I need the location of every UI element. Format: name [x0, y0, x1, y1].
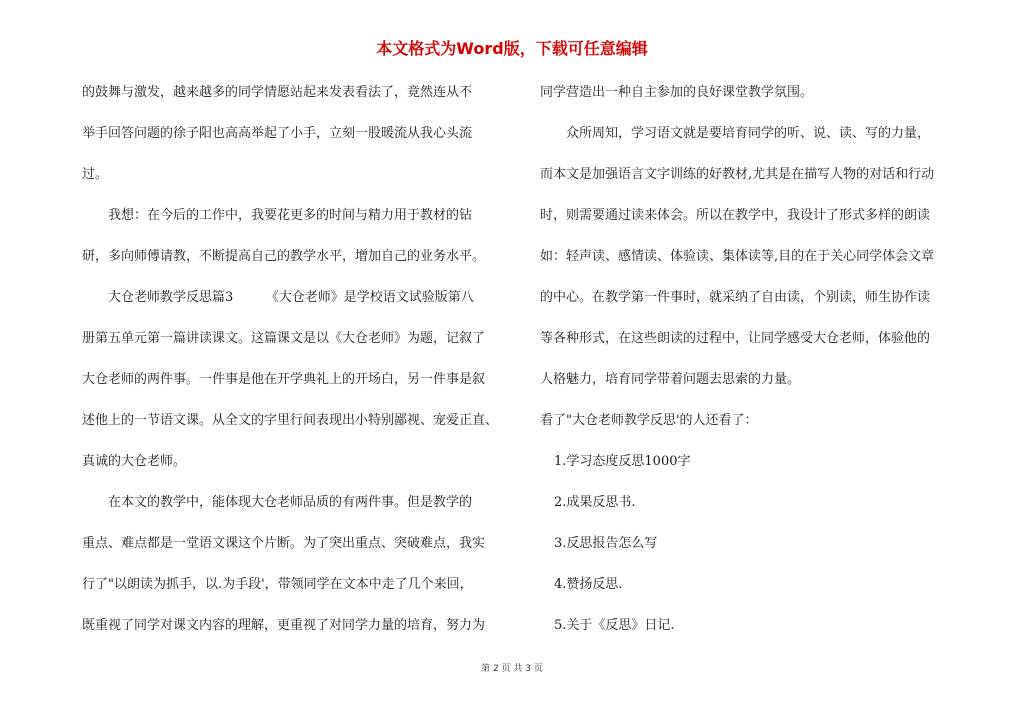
- text-line: 时，则需要通过读来体会。所以在教学中，我设计了形式多样的朗读: [540, 208, 931, 223]
- related-link[interactable]: 5.关于《反思》日记.: [554, 618, 675, 633]
- text-line: 研，多向师傅请教，不断提高自己的教学水平，增加自己的业务水平。: [82, 249, 486, 264]
- text-line: 众所周知，学习语文就是要培育同学的听、说、读、写的力量，: [540, 126, 931, 141]
- text-line: 如：轻声读、感情读、体验读、集体读等,目的在于关心同学体会文章: [540, 249, 935, 264]
- page-number-footer: 第 2 页 共 3 页: [481, 664, 543, 674]
- text-line: 既重视了同学对课文内容的理解，更重视了对同学力量的培育，努力为: [82, 618, 486, 633]
- text-line: 的鼓舞与激发，越来越多的同学情愿站起来发表看法了，竟然连从不: [82, 85, 473, 100]
- text-line: 大仓老师的两件事。一件事是他在开学典礼上的开场白，另一件事是叙: [82, 372, 486, 387]
- text-line: 举手回答问题的徐子阳也高高举起了小手，立刻一股暖流从我心头流: [82, 126, 473, 141]
- text-line: 等各种形式，在这些朗读的过程中，让同学感受大仓老师，体验他的: [540, 331, 931, 346]
- related-link[interactable]: 3.反思报告怎么写: [554, 536, 658, 551]
- text-line: 过。: [82, 167, 109, 182]
- related-link[interactable]: 2.成果反思书.: [554, 495, 636, 510]
- download-banner: 本文格式为Word版，下载可任意编辑: [376, 39, 648, 58]
- text-line: 我想：在今后的工作中，我要花更多的时间与精力用于教材的钻: [82, 208, 473, 223]
- left-column: [82, 80, 512, 654]
- text-line: 册第五单元第一篇讲读课文。这篇课文是以《大仓老师》为题，记叙了: [82, 331, 486, 346]
- text-line: 述他上的一节语文课。从全文的字里行间表现出小特别鄙视、宠爱正直、: [82, 413, 499, 428]
- text-line: 行了"以朗读为抓手，以.为手段'，带领同学在文本中走了几个来回，: [82, 577, 473, 592]
- related-list: [540, 449, 960, 654]
- related-link[interactable]: 4.赞扬反思.: [554, 577, 623, 592]
- related-link[interactable]: 1.学习态度反思1000字: [554, 454, 691, 469]
- related-heading: 看了"大仓老师教学反思'的人还看了：: [540, 413, 758, 428]
- text-line: 在本文的教学中，能体现大仓老师品质的有两件事。但是教学的: [82, 495, 473, 510]
- text-line: 而本文是加强语言文字训练的好教材,尤其是在描写人物的对话和行动: [540, 167, 935, 182]
- text-line: 同学营造出一种自主参加的良好课堂教学氛围。: [540, 85, 814, 100]
- text-line: 人格魅力，培育同学带着问题去思索的力量。: [540, 372, 801, 387]
- right-column: [540, 80, 960, 654]
- text-line: 重点、难点都是一堂语文课这个片断。为了突出重点、突破难点，我实: [82, 536, 486, 551]
- text-line: 真诚的大仓老师。: [82, 454, 187, 469]
- section-heading-line: 大仓老师教学反思篇3 《大仓老师》是学校语文试验版第八: [82, 290, 474, 305]
- text-line: 的中心。在教学第一件事时，就采纳了自由读，个别读，师生协作读: [540, 290, 931, 305]
